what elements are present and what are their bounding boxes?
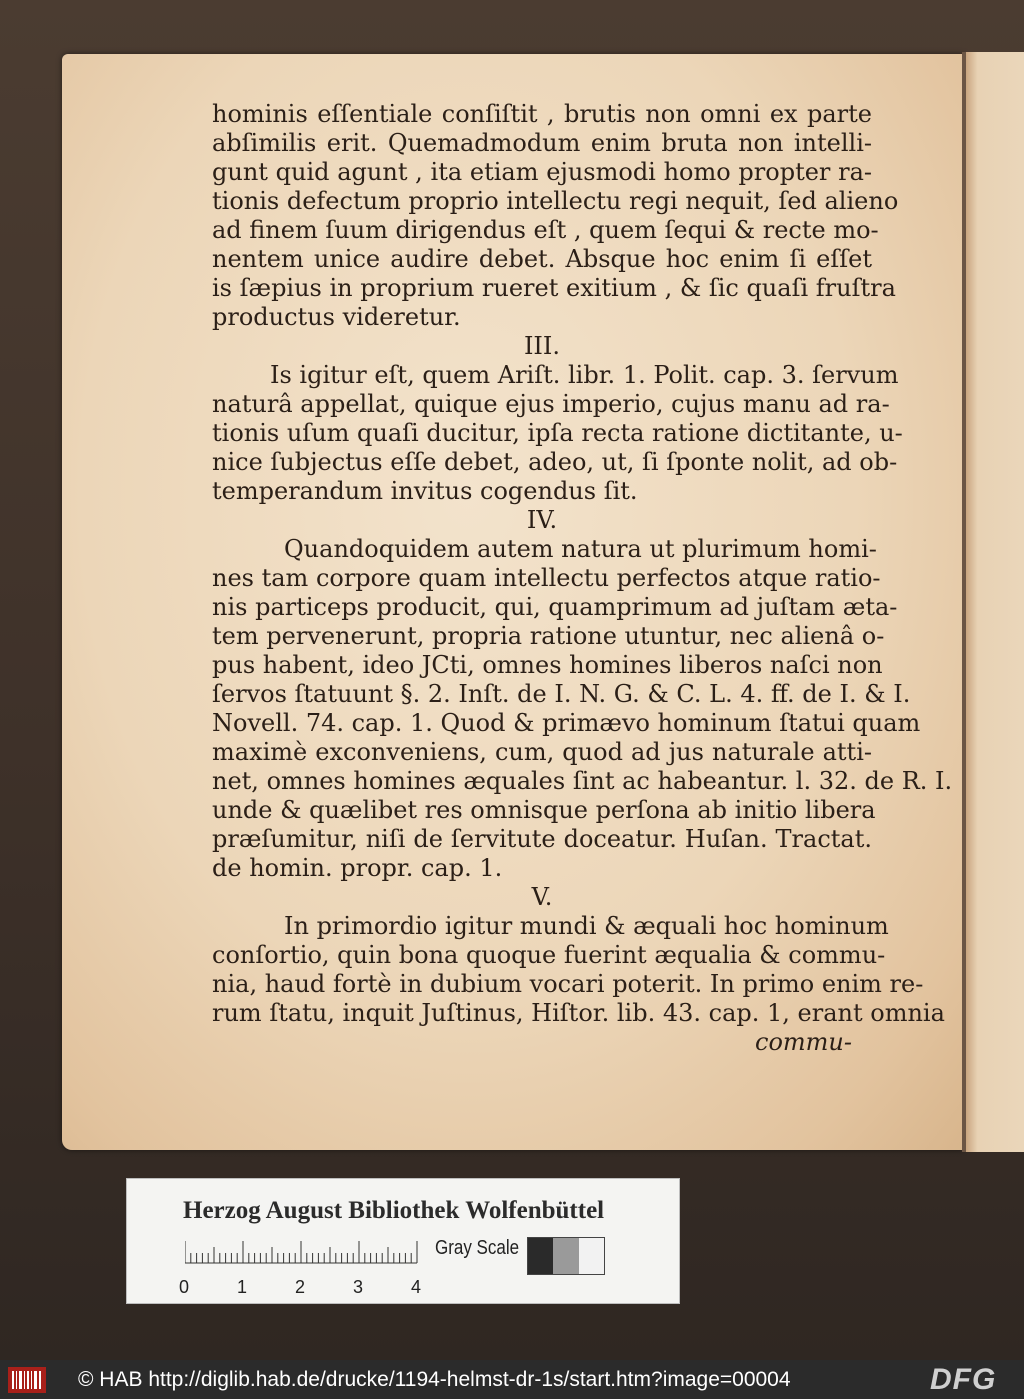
section-heading: III. <box>523 332 561 360</box>
catchword: commu- <box>755 1028 852 1056</box>
text-line: nis particeps producit, qui, quamprimum ad juſtam æta- <box>212 593 898 621</box>
dfg-logo: DFG <box>930 1363 997 1396</box>
library-name: Herzog August Bibliothek Wolfenbüttel <box>183 1197 605 1224</box>
text-line: Novell. 74. cap. 1. Quod & primævo hominum ſtatui quam <box>212 709 921 737</box>
ruler-label: 4 <box>411 1277 422 1297</box>
text-line: ſervos ſtatuunt §. 2. Inſt. de I. N. G. & C. L. 4. ff. de I. & I. <box>212 680 911 708</box>
text-line: is ſæpius in proprium rueret exitium , & ſic quaſi fruſtra <box>212 274 896 302</box>
text-line: unde & quælibet res omnisque perſona ab initio libera <box>212 796 876 824</box>
color-calibration-card <box>126 1178 680 1304</box>
text-line: abſimilis erit. Quemadmodum enim bruta non intelli- <box>212 129 872 157</box>
text-line: conſortio, quin bona quoque fuerint æqualia & commu- <box>212 941 886 969</box>
text-line: naturâ appellat, quique ejus imperio, cujus manu ad ra- <box>212 390 890 418</box>
ruler-label: 1 <box>237 1277 248 1297</box>
text-line: temperandum invitus cogendus ſit. <box>212 477 638 505</box>
text-line: nia, haud fortè in dubium vocari poterit. In primo enim re- <box>212 970 924 998</box>
barcode-icon <box>8 1367 46 1393</box>
text-line: Is igitur eſt, quem Ariſt. libr. 1. Polit. cap. 3. ſervum <box>270 361 899 389</box>
footer-bar <box>0 1360 1024 1399</box>
text-line: rum ſtatu, inquit Juſtinus, Hiſtor. lib. 43. cap. 1, erant omnia <box>212 999 945 1027</box>
text-line: maximè exconveniens, cum, quod ad jus naturale atti- <box>212 738 872 766</box>
text-line: de homin. propr. cap. 1. <box>212 854 503 882</box>
gray-scale-swatches <box>527 1237 605 1275</box>
facing-page-edge <box>966 52 1024 1152</box>
text-line: gunt quid agunt , ita etiam ejusmodi homo propter ra- <box>212 158 872 186</box>
text-line: ad finem ſuum dirigendus eſt , quem ſequi & recte mo- <box>212 216 879 244</box>
ruler-label: 2 <box>295 1277 306 1297</box>
ruler-label: 0 <box>179 1277 190 1297</box>
text-line: tionis uſum quaſi ducitur, ipſa recta ratione dictitante, u- <box>212 419 903 447</box>
text-line: præſumitur, niſi de ſervitute doceatur. Huſan. Tractat. <box>212 825 872 853</box>
gray-swatch-mid <box>553 1238 578 1274</box>
ruler-label: 3 <box>353 1277 364 1297</box>
section-heading: V. <box>531 883 553 911</box>
gray-swatch-dark <box>528 1238 553 1274</box>
text-line: tem pervenerunt, propria ratione utuntur, nec alienâ o- <box>212 622 885 650</box>
gray-scale-label: Gray Scale <box>435 1237 520 1259</box>
copyright-url[interactable]: © HAB http://diglib.hab.de/drucke/1194-helmst-dr-1s/start.htm?image=00004 <box>78 1368 791 1391</box>
text-line: nentem unice audire debet. Absque hoc enim ſi eſſet <box>212 245 872 273</box>
text-line: net, omnes homines æquales ſint ac habeantur. l. 32. de R. I. <box>212 767 953 795</box>
text-line: nes tam corpore quam intellectu perfectos atque ratio- <box>212 564 881 592</box>
text-line: In primordio igitur mundi & æquali hoc hominum <box>284 912 889 940</box>
section-heading: IV. <box>526 506 558 534</box>
text-line: nice ſubjectus eſſe debet, adeo, ut, ſi ſponte nolit, ad ob- <box>212 448 898 476</box>
page-text <box>212 100 953 1057</box>
ruler-labels <box>179 1277 439 1297</box>
text-line: productus videretur. <box>212 303 461 331</box>
ruler-scale <box>185 1239 425 1269</box>
text-line: pus habent, ideo JCti, omnes homines liberos naſci non <box>212 651 883 679</box>
text-line: hominis eſſentiale conſiſtit , brutis non omni ex parte <box>212 100 872 128</box>
text-line: tionis defectum proprio intellectu regi nequit, ſed alieno <box>212 187 899 215</box>
text-line: Quandoquidem autem natura ut plurimum homi- <box>284 535 877 563</box>
gray-swatch-light <box>579 1238 604 1274</box>
